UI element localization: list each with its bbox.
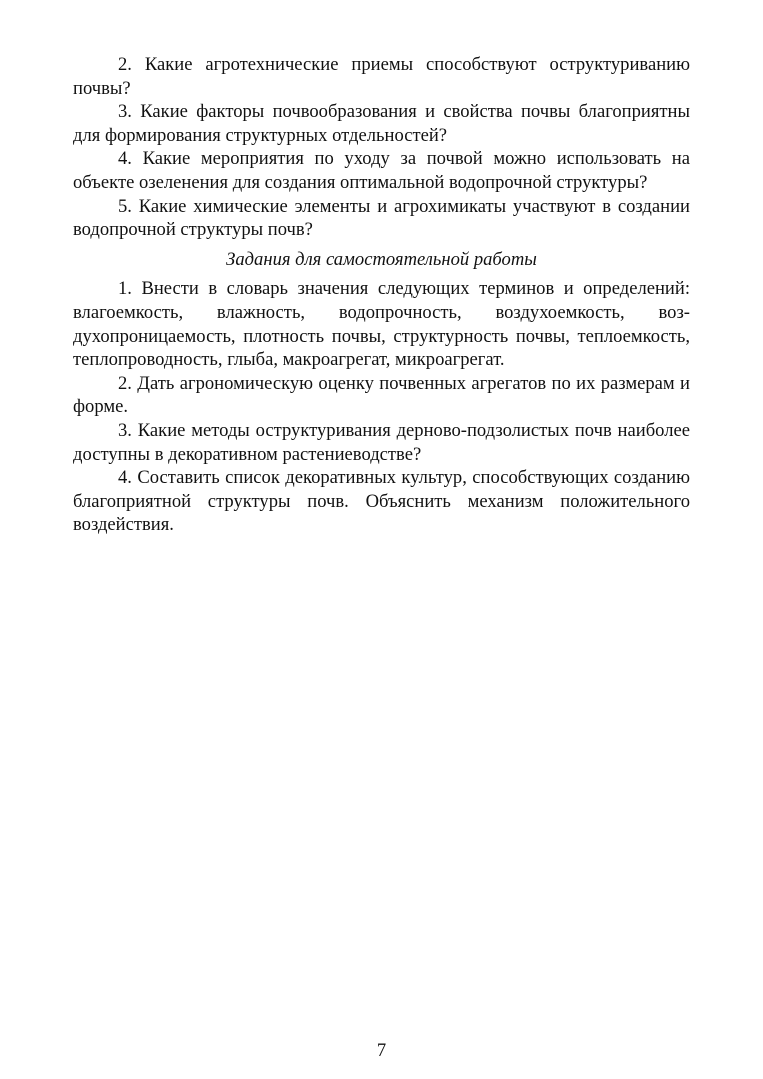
section-heading: Задания для самостоятельной работы (226, 248, 537, 270)
task-4: 4. Составить список декоративных культур, способствующих созданию благоприятной структуры почв. Объяснить механизм положительного воздействия. (73, 467, 690, 536)
page-body (73, 53, 690, 537)
task-2: 2. Дать агрономическую оценку почвенных агрегатов по их размерам и форме. (73, 372, 690, 418)
question-4: 4. Какие мероприятия по уходу за почвой можно использовать на объекте озеленения для создания оптимальной водопрочной структуры? (73, 148, 690, 193)
question-5: 5. Какие химические элементы и агрохимикаты участвуют в создании водопрочной структуры почв? (73, 195, 690, 241)
task-1: 1. Внести в словарь значения следующих терминов и определений: влагоемкость, влажность, водопрочность, воздухоемкость, воздухопроницаемость, плотность почвы, структурность почвы, теплоемкость, теплопроводность, глыба, макроагрегат, микроагрегат. (73, 278, 690, 371)
page-number: 7 (376, 1040, 387, 1061)
question-3: 3. Какие факторы почвообразования и свойства почвы благоприятны для формирования структурных отдельностей? (73, 101, 690, 146)
task-3: 3. Какие методы оструктуривания дерново-подзолистых почв наиболее доступны в декоративном растениеводстве? (73, 419, 690, 465)
question-2: 2. Какие агротехнические приемы способствуют оструктуриванию почвы? (73, 54, 690, 99)
